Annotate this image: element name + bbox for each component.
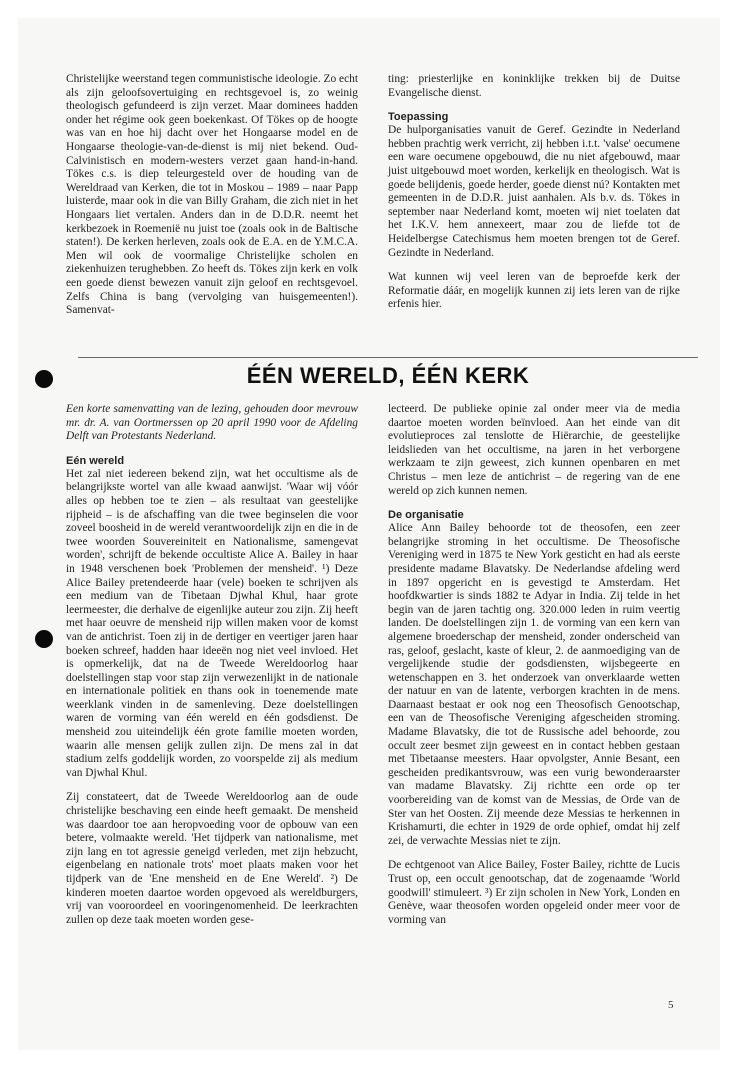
- toepassing-paragraph: De hulporganisaties vanuit de Geref. Gezindte in Nederland hebben prachtig werk verricht, zij hebben i.t.t. 'valse' oecumene een ware oecumene opgebouwd, die nu niet afgebouwd, maar juist uitgebouwd moet worden, kerkelijk en theologisch. Wat is goede belijdenis, goede herder, goede dienst nú? Kontakten met gemeenten in de D.D.R. juist aanhalen. Als b.v. ds. Tökes in september naar Nederland komt, moeten wij niet toelaten dat het I.K.V. hem annexeert, maar zou de liefde tot de Heidelbergse Catechismus hem moeten brengen tot de Geref. Gezindte in Nederland.: [388, 124, 680, 259]
- organisatie-heading: De organisatie: [388, 509, 464, 522]
- document-page: [18, 18, 720, 1050]
- een-wereld-heading: Eén wereld: [66, 454, 125, 467]
- article-right-paragraph-1: lecteerd. De publieke opinie zal onder meer via de media daartoe moeten worden beïnvloed. Aan het einde van dit evolutieproces zal tenslotte de Hiërarchie, de geestelijke leidslieden van het occultisme, na jaren in het verborgene werkzaam te zijn geweest, zich kunnen openbaren en met Christus – men leze de antichrist – de regering van de ene wereld op zich kunnen nemen.: [388, 403, 680, 497]
- een-wereld-paragraph-2: Zij constateert, dat de Tweede Wereldoorlog aan de oude christelijke beschaving een einde heeft gemaakt. De mensheid was daardoor toe aan heropvoeding voor de opbouw van een betere, volmaakte wereld. 'Het tijdperk van nationalisme, met zijn lang en tot agressie geneigd verleden, met zijn hebzucht, eigenbelang en nationale trots' moet plaats maken voor het tijdperk van de 'Ene mensheid en de Ene Wereld'. ²) De kinderen moeten daartoe worden opgevoed als wereldburgers, vrij van vooroordeel en vooringenomenheid. De leerkrachten zullen op deze taak moeten worden gese-: [66, 791, 358, 926]
- een-wereld-paragraph-1: Het zal niet iedereen bekend zijn, wat het occultisme als de belangrijkste wortel van alle kwaad aanwijst. 'Waar wij vóór alles op hebben toe te zien – als resultaat van geestelijke rijpheid – is de afschaffing van die twee beginselen die voor zoveel boosheid in de wereld verantwoordelijk zijn en die in de twee woorden Souvereiniteit en Nationalisme, samengevat worden', schrijft de bekende occultiste Alice A. Bailey in haar in 1948 verschenen boek 'Problemen der mensheid'. ¹) Deze Alice Bailey pretendeerde haar (vele) boeken te schrijven als een medium van de Tibetaan Djwhal Khul, haar grote leermeester, die derhalve de eigenlijke auteur zou zijn. Zij heeft met haar oeuvre de mensheid rijp willen maken voor de komst van de antichrist. Toen zij in de dertiger en veertiger jaren haar boeken schreef, hadden haar ideeën nog niet veel invloed. Het is opmerkelijk, dat na de Tweede Wereldoorlog haar doelstellingen stap voor stap zijn verwezenlijkt in de nationale en internationale politiek en thans ook in toenemende mate weerklank vinden in de samenleving. Deze doelstellingen waren de vorming van één wereld en één godsdienst. De mensheid zou uiteindelijk één grote familie moeten worden, waarin alle mensen gelijk zullen zijn. De mens zal in dat stadium zelfs goddelijk worden, zo voorspelde zij als medium van Djwhal Khul.: [66, 467, 358, 779]
- article-right-column: [388, 403, 680, 927]
- organisatie-paragraph-2: De echtgenoot van Alice Bailey, Foster Bailey, richtte de Lucis Trust op, een occult genootschap, dat de zogenaamde 'World goodwill' stimuleert. ³) Er zijn scholen in New York, Londen en Genève, waar theosofen worden opgeleid onder meer voor de vorming van: [388, 859, 680, 926]
- organisatie-paragraph-1: Alice Ann Bailey behoorde tot de theosofen, een zeer belangrijke stroming in het occultisme. De Theosofische Vereniging werd in 1875 te New York gesticht en had als eerste presidente madame Blavatsky. De Nederlandse afdeling werd in 1897 opgericht en is gevestigd te Amsterdam. Het hoofdkwartier is sinds 1882 te Adyar in India. Zij telde in het begin van de jaren tachtig ong. 320.000 leden in ruim veertig landen. De doelstellingen zijn 1. de vorming van een kern van algemene broederschap der mensheid, zonder onderscheid van ras, geloof, geslacht, kaste of kleur, 2. de aanmoediging van de vergelijkende studie der godsdiensten, wijsbegeerte en wetenschappen en 3. het onderzoek van onverklaarde wetten der natuur en van de latente, verborgen krachten in de mens. Daarnaast bestaat er ook nog een Theosofisch Genootschap, een van de Theosofische Vereniging afgescheiden stroming. Madame Blavatsky, die tot de Russische adel behoorde, zou occult zeer besmet zijn geweest en in contact hebben gestaan met Tibetaanse meesters. Haar opvolgster, Annie Besant, een gescheiden predikantsvrouw, was een vurig bewonderaarster van madame Blavatsky. Zij richtte een orde op ter voorbereiding van de komst van de Messias, de Orde van de Ster van het Oosten. Zij meende deze Messias te herkennen in Krishamurti, die echter in 1929 de orde ophief, omdat hij zelf zei, de verwachte Messias niet te zijn.: [388, 522, 680, 847]
- article-title: ÉÉN WERELD, ÉÉN KERK: [246, 363, 530, 388]
- continuation-paragraph: ting: priesterlijke en koninklijke trekken bij de Duitse Evangelische dienst.: [388, 73, 680, 99]
- top-left-paragraph: Christelijke weerstand tegen communistische ideologie. Zo echt als zijn geloofsovertuiging en rechtsgevoel is, zo weinig theologisch gefundeerd is zijn verzet. Maar dominees hadden onder het régime ook geen boekenkast. Of Tökes op de hoogte was van en hoe hij dacht over het Hongaarse model en de Hongaarse theologie-van-de-dienst is mij niet bekend. Oud-Calvinistisch en modern-westers verzet gaan hand-in-hand. Tökes c.s. is diep teleurgesteld over de houding van de Wereldraad van Kerken, die tot in Moskou – 1989 – naar Papp luisterde, maar ook in die van Billy Graham, die zich niet in het Hongaars liet vertalen. Anders dan in de D.D.R. neemt het kerkbezoek in Roemenië nu juist toe (zoals ook in de Baltische staten!). De kerken herleven, zoals ook de E.A. en de Y.M.C.A. Men wil ook de voormalige Christelijke scholen en ziekenhuizen terughebben. Zo heeft ds. Tökes zijn kerk en volk een goede dienst bewezen vanuit zijn geloof en rechtsgevoel. Zelfs China is bang (vervolging van huisgemeenten!). Samenvat-: [66, 73, 358, 317]
- toepassing-heading: Toepassing: [388, 111, 449, 124]
- article-intro: Een korte samenvatting van de lezing, gehouden door mevrouw mr. dr. A. van Oortmerssen op 20 april 1990 voor de Afdeling Delft van Protestants Nederland.: [66, 403, 358, 443]
- section-divider: [78, 357, 698, 358]
- top-left-column: [66, 73, 358, 318]
- page-number: 5: [668, 999, 674, 1011]
- top-right-column: [388, 73, 680, 312]
- article-left-column: [66, 403, 358, 927]
- punch-hole-bottom: [35, 630, 53, 648]
- punch-hole-top: [35, 370, 53, 388]
- closing-paragraph: Wat kunnen wij veel leren van de beproefde kerk der Reformatie dáár, en mogelijk kunnen zij iets leren van de rijke erfenis hier.: [388, 271, 680, 311]
